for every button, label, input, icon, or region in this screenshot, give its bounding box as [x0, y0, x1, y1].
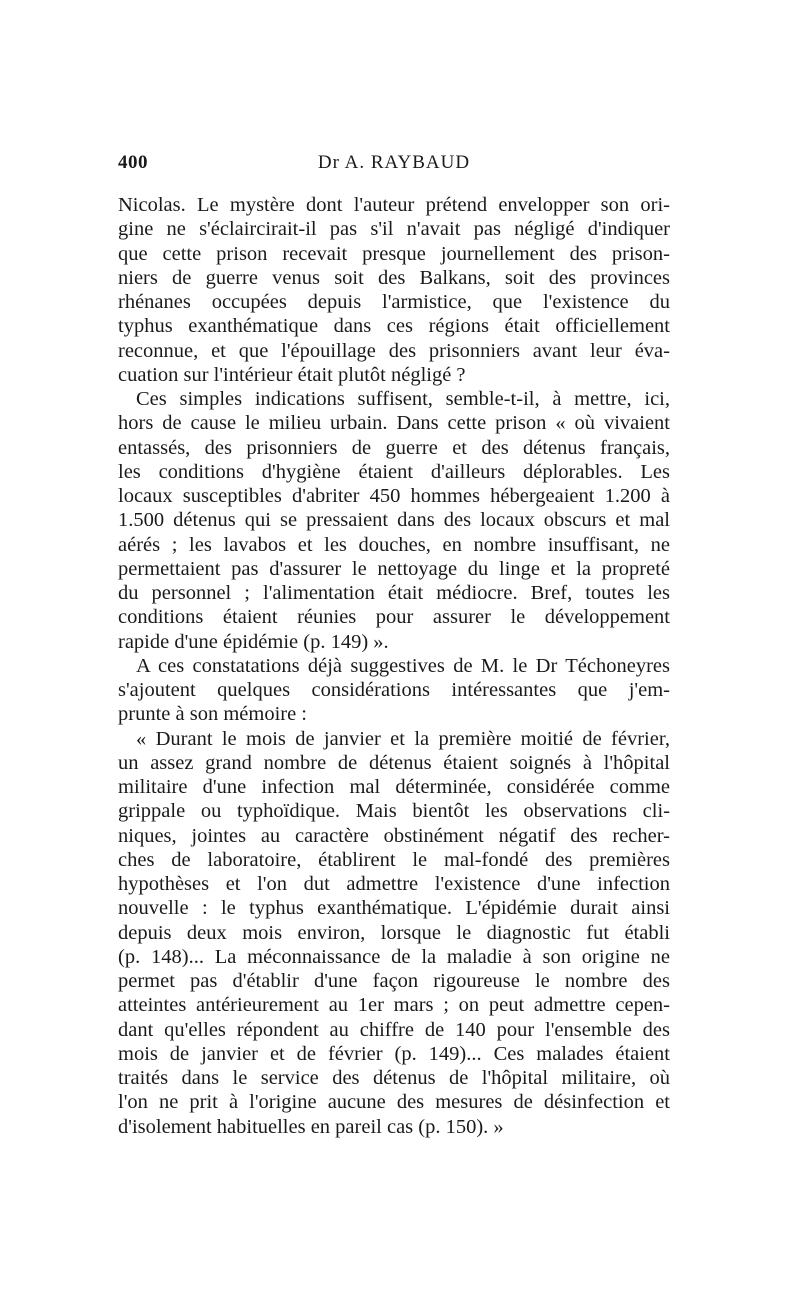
- text-line: un assez grand nombre de détenus étaient soignés à l'hôpital: [118, 751, 670, 774]
- text-line: permettaient pas d'assurer le nettoyage du linge et la propreté: [118, 557, 670, 580]
- text-line: rhénanes occupées depuis l'armistice, que l'existence du: [118, 291, 670, 313]
- body-text: [118, 193, 670, 1139]
- page-number: 400: [118, 152, 148, 173]
- text-line: 1.500 détenus qui se pressaient dans des locaux obscurs et mal: [118, 509, 670, 532]
- text-line: rapide d'une épidémie (p. 149) ».: [118, 630, 389, 653]
- text-line: atteintes antérieurement au 1er mars ; on peut admettre cepen-: [118, 994, 670, 1017]
- text-line: du personnel ; l'alimentation était médiocre. Bref, toutes les: [118, 582, 670, 604]
- text-line: s'ajoutent quelques considérations intéressantes que j'em-: [118, 679, 670, 701]
- text-line: hypothèses et l'on dut admettre l'existence d'une infection: [118, 873, 670, 895]
- text-line: les conditions d'hygiène étaient d'ailleurs déplorables. Les: [118, 460, 670, 483]
- paragraph-start-line: A ces constatations déjà suggestives de M. le Dr Téchoneyres: [136, 654, 670, 677]
- text-line: hors de cause le milieu urbain. Dans cette prison « où vivaient: [118, 412, 670, 435]
- text-line: nouvelle : le typhus exanthématique. L'épidémie durait ainsi: [118, 897, 670, 920]
- text-line: traités dans le service des détenus de l'hôpital militaire, où: [118, 1067, 670, 1089]
- text-line: typhus exanthématique dans ces régions était officiellement: [118, 315, 670, 338]
- text-line: permet pas d'établir d'une façon rigoureuse le nombre des: [118, 970, 670, 992]
- text-line: (p. 148)... La méconnaissance de la maladie à son origine ne: [118, 945, 670, 968]
- text-line: ches de laboratoire, établirent le mal-fondé des premières: [118, 848, 670, 871]
- text-line: d'isolement habituelles en pareil cas (p. 150). »: [118, 1115, 504, 1138]
- text-line: depuis deux mois environ, lorsque le diagnostic fut établi: [118, 921, 670, 944]
- text-line: entassés, des prisonniers de guerre et des détenus français,: [118, 436, 670, 459]
- text-line: dant qu'elles répondent au chiffre de 140 pour l'ensemble des: [118, 1018, 670, 1041]
- text-line: que cette prison recevait presque journellement des prison-: [118, 242, 670, 265]
- text-line: gine ne s'éclaircirait-il pas s'il n'avait pas négligé d'indiquer: [118, 218, 670, 241]
- text-line: aérés ; les lavabos et les douches, en nombre insuffisant, ne: [118, 533, 670, 556]
- text-line: grippale ou typhoïdique. Mais bientôt les observations cli-: [118, 800, 670, 823]
- text-line: l'on ne prit à l'origine aucune des mesures de désinfection et: [118, 1091, 670, 1114]
- text-line: niques, jointes au caractère obstinément négatif des recher-: [118, 824, 670, 847]
- text-line: niers de guerre venus soit des Balkans, soit des provinces: [118, 266, 670, 289]
- text-line: reconnue, et que l'épouillage des prisonniers avant leur éva-: [118, 339, 670, 362]
- paragraph-start-line: Ces simples indications suffisent, semble-t-il, à mettre, ici,: [136, 388, 670, 410]
- text-line: prunte à son mémoire :: [118, 703, 308, 726]
- text-line: conditions étaient réunies pour assurer le développement: [118, 606, 670, 629]
- quotation-start-line: « Durant le mois de janvier et la première moitié de février,: [136, 727, 670, 750]
- text-line: locaux susceptibles d'abriter 450 hommes hébergeaient 1.200 à: [118, 485, 670, 507]
- text-line: mois de janvier et de février (p. 149)... Ces malades étaient: [118, 1042, 670, 1065]
- text-line: militaire d'une infection mal déterminée, considérée comme: [118, 776, 670, 798]
- running-header: [118, 152, 670, 182]
- text-line: Nicolas. Le mystère dont l'auteur prétend envelopper son ori-: [118, 194, 670, 216]
- running-title: Dr A. RAYBAUD: [317, 152, 471, 173]
- text-line: cuation sur l'intérieur était plutôt négligé ?: [118, 363, 466, 386]
